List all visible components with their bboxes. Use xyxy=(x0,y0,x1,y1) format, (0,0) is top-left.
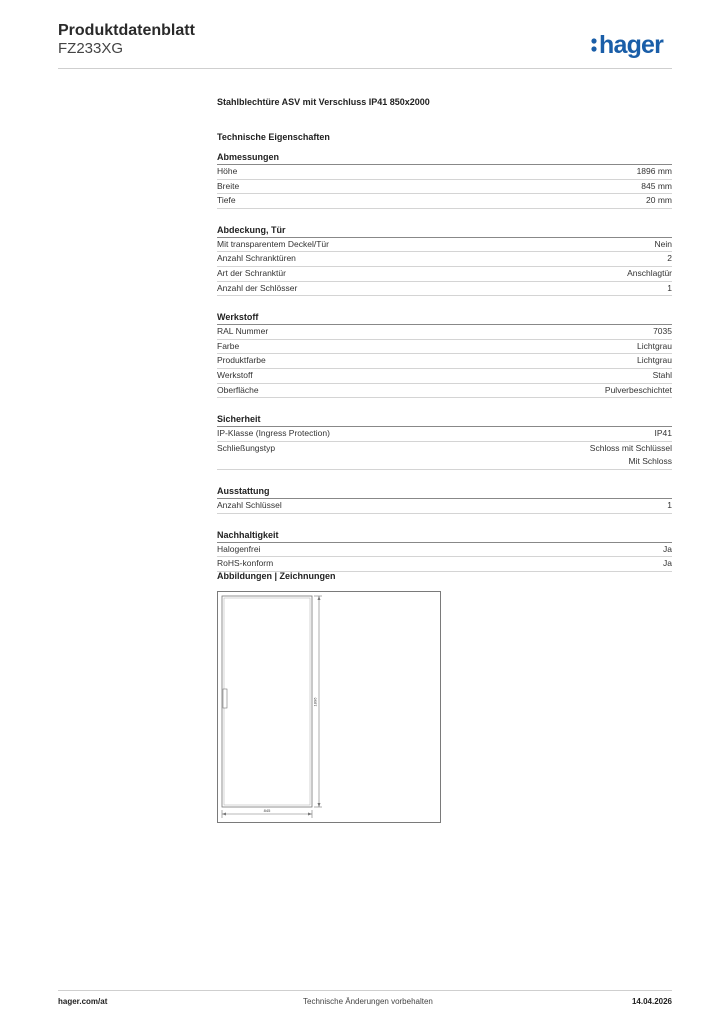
spec-label: Produktfarbe xyxy=(217,355,266,366)
spec-value xyxy=(605,384,672,398)
spec-value xyxy=(653,325,672,339)
spec-row xyxy=(217,499,672,514)
spec-value-line: 1 xyxy=(667,499,672,510)
spec-value xyxy=(653,369,672,383)
spec-row xyxy=(217,557,672,572)
spec-value xyxy=(637,354,672,368)
disclaimer: Technische Änderungen vorbehalten xyxy=(303,997,433,1006)
spec-value xyxy=(646,194,672,208)
spec-section xyxy=(217,413,672,478)
product-name: Stahlblechtüre ASV mit Verschluss IP41 850x2000 xyxy=(217,97,430,107)
spec-value-line: Stahl xyxy=(652,369,672,380)
technical-properties-heading: Technische Eigenschaften xyxy=(217,132,330,142)
technical-drawing xyxy=(217,591,441,823)
spec-value-line: Ja xyxy=(663,558,672,569)
spec-section xyxy=(217,485,672,522)
spec-label: Schließungstyp xyxy=(217,442,276,453)
height-dimension-label: 1896 xyxy=(312,697,318,707)
spec-value-line: 845 mm xyxy=(641,180,672,191)
section-title: Nachhaltigkeit xyxy=(217,529,672,543)
spec-row xyxy=(217,325,672,340)
spec-value xyxy=(667,252,672,266)
header-divider xyxy=(58,68,672,69)
spec-section xyxy=(217,224,672,304)
spec-value-line: 1896 mm xyxy=(636,166,672,176)
spec-label: Werkstoff xyxy=(217,369,253,380)
spec-value-line: Schloss mit Schlüssel xyxy=(589,442,672,453)
spec-sections xyxy=(217,151,672,580)
door-inner-outline xyxy=(224,598,310,805)
product-code: FZ233XG xyxy=(58,40,124,57)
spec-label: RoHS-konform xyxy=(217,558,274,569)
spec-label: Halogenfrei xyxy=(217,543,261,554)
spec-row xyxy=(217,180,672,195)
spec-label: Anzahl Schranktüren xyxy=(217,253,296,264)
spec-label: Anzahl der Schlösser xyxy=(217,282,298,293)
hager-logo xyxy=(590,26,680,60)
spec-row xyxy=(217,267,672,282)
spec-row xyxy=(217,369,672,384)
spec-value xyxy=(637,165,672,179)
width-dimension-label: 845 xyxy=(263,808,271,813)
section-title: Ausstattung xyxy=(217,485,672,499)
spec-label: RAL Nummer xyxy=(217,326,269,337)
spec-value xyxy=(663,543,672,557)
spec-value-line: Lichtgrau xyxy=(637,355,672,366)
specifications xyxy=(217,95,672,580)
spec-value-line: 7035 xyxy=(653,326,672,337)
spec-value-line: Anschlagtür xyxy=(627,267,672,278)
spec-row xyxy=(217,238,672,253)
spec-value-line: Mit Schloss xyxy=(628,456,672,467)
spec-section xyxy=(217,151,672,217)
spec-row xyxy=(217,442,672,470)
section-title: Sicherheit xyxy=(217,413,672,427)
spec-value-line: 20 mm xyxy=(646,195,672,206)
spec-label: Oberfläche xyxy=(217,384,259,395)
spec-value xyxy=(590,442,672,469)
spec-value xyxy=(641,180,672,194)
spec-row xyxy=(217,282,672,297)
spec-label: Art der Schranktür xyxy=(217,267,286,278)
spec-row xyxy=(217,165,672,180)
spec-value xyxy=(667,282,672,296)
spec-value-line: Lichtgrau xyxy=(637,340,672,351)
spec-label: Höhe xyxy=(217,166,238,176)
spec-row xyxy=(217,427,672,442)
spec-value-line: Ja xyxy=(663,543,672,554)
spec-row xyxy=(217,340,672,355)
spec-row xyxy=(217,543,672,558)
door-handle xyxy=(223,689,227,708)
spec-value xyxy=(627,267,672,281)
spec-label: Anzahl Schlüssel xyxy=(217,499,282,510)
document-date: 14.04.2026 xyxy=(631,997,672,1006)
document-header xyxy=(58,22,195,58)
spec-value xyxy=(663,557,672,571)
spec-label: IP-Klasse (Ingress Protection) xyxy=(217,428,330,439)
document-title: Produktdatenblatt xyxy=(58,22,195,39)
door-outline xyxy=(222,596,312,807)
drawings-heading: Abbildungen | Zeichnungen xyxy=(217,571,336,581)
spec-value xyxy=(655,427,673,441)
svg-text:hager: hager xyxy=(599,31,664,59)
spec-value-line: 2 xyxy=(667,253,672,264)
spec-value-line: Pulverbeschichtet xyxy=(604,384,672,395)
spec-value-line: Nein xyxy=(654,238,672,249)
spec-row xyxy=(217,354,672,369)
spec-section xyxy=(217,311,672,406)
spec-value-line: 1 xyxy=(667,282,672,293)
spec-label: Farbe xyxy=(217,340,240,351)
spec-value xyxy=(655,238,672,252)
spec-value xyxy=(667,499,672,513)
spec-row xyxy=(217,194,672,209)
spec-label: Breite xyxy=(217,180,240,191)
footer-divider xyxy=(58,990,672,991)
section-title: Abdeckung, Tür xyxy=(217,224,672,238)
spec-label: Mit transparentem Deckel/Tür xyxy=(217,238,329,249)
spec-value xyxy=(637,340,672,354)
website-link[interactable]: hager.com/at xyxy=(58,997,108,1006)
spec-value-line: IP41 xyxy=(654,428,672,439)
section-title: Abmessungen xyxy=(217,151,672,165)
spec-row xyxy=(217,252,672,267)
door-drawing xyxy=(218,592,440,822)
spec-row xyxy=(217,384,672,399)
section-title: Werkstoff xyxy=(217,311,672,325)
spec-label: Tiefe xyxy=(217,195,236,206)
